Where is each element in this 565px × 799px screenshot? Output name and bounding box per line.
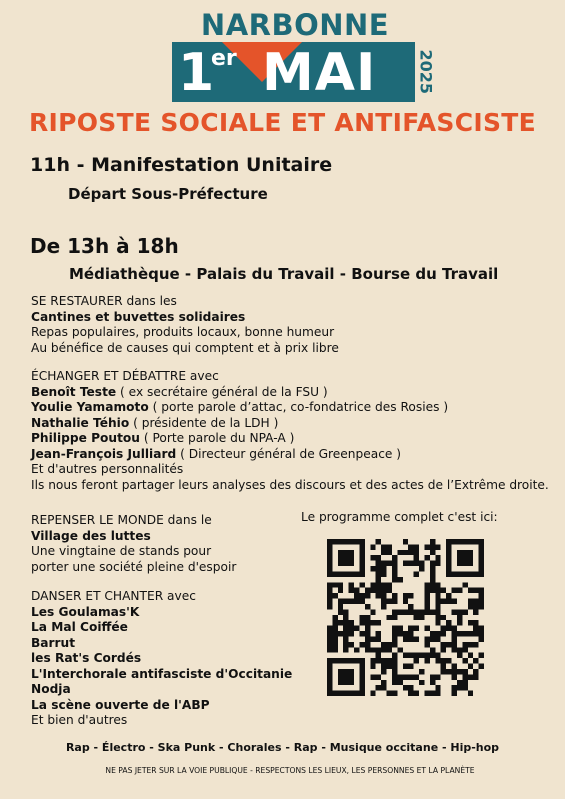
music-section [31, 589, 292, 729]
eat-intro: SE RESTAURER dans les [31, 294, 177, 308]
speaker-row [31, 385, 549, 401]
artist: les Rat's Cordés [31, 651, 142, 665]
manif-subtitle: Départ Sous-Préfecture [68, 185, 268, 203]
artist: La scène ouverte de l'ABP [31, 697, 210, 712]
artist: La Mal Coiffée [31, 620, 128, 634]
speaker-role: ( ex secrétaire général de la FSU ) [116, 384, 328, 399]
speaker-row [31, 447, 549, 463]
manif-title: 11h - Manifestation Unitaire [30, 154, 333, 176]
village-highlight: Village des luttes [31, 528, 151, 543]
speaker-name: Philippe Poutou [31, 431, 140, 445]
qr-code[interactable] [327, 539, 484, 696]
village-section [31, 513, 236, 575]
speaker-name: Benoît Teste [31, 384, 117, 399]
eat-line: Repas populaires, produits locaux, bonne humeur [31, 325, 335, 339]
speaker-row [31, 416, 549, 432]
date-number: 1 [178, 43, 215, 103]
speaker-role: ( porte parole d’attac, co-fondatrice des Rosies ) [148, 400, 449, 414]
debate-others: Et d'autres personnalités [31, 462, 184, 476]
artist: L'Interchorale antifasciste d'Occitanie [31, 666, 293, 681]
debate-conclusion: Ils nous feront partager leurs analyses des discours et des actes de l’Extrême droite. [31, 477, 549, 492]
speaker-role: ( présidente de la LDH ) [129, 415, 279, 430]
date-superscript: er [211, 46, 237, 71]
afternoon-places: Médiathèque - Palais du Travail - Bourse du Travail [69, 265, 499, 283]
genres-line: Rap - Électro - Ska Punk - Chorales - Rap - Musique occitane - Hip-hop [65, 741, 500, 754]
debate-section [31, 369, 549, 493]
village-line: Une vingtaine de stands pour [31, 544, 212, 558]
artist: Barrut [31, 635, 76, 650]
slogan: RIPOSTE SOCIALE ET ANTIFASCISTE [28, 108, 537, 137]
speaker-name: Jean-François Julliard [31, 446, 177, 461]
music-intro: DANSER ET CHANTER avec [31, 589, 196, 603]
year-label: 2025 [416, 49, 436, 95]
footer-note: NE PAS JETER SUR LA VOIE PUBLIQUE - RESPECTONS LES LIEUX, LES PERSONNES ET LA PLANÈTE [105, 766, 475, 775]
speaker-role: ( Porte parole du NPA-A ) [139, 431, 295, 445]
speaker-row [31, 431, 549, 447]
speaker-name: Youlie Yamamoto [31, 400, 149, 414]
debate-intro: ÉCHANGER ET DÉBATTRE avec [31, 369, 219, 383]
eat-section [31, 294, 339, 356]
speaker-name: Nathalie Téhio [31, 415, 130, 430]
speaker-role: ( Directeur général de Greenpeace ) [176, 446, 402, 461]
date-month: MAI [262, 43, 377, 103]
village-intro: REPENSER LE MONDE dans le [31, 513, 212, 527]
eat-line: Au bénéfice de causes qui comptent et à prix libre [31, 340, 339, 355]
city-title: NARBONNE [200, 8, 390, 42]
eat-highlight: Cantines et buvettes solidaires [31, 309, 246, 324]
village-line: porter une société pleine d'espoir [31, 559, 237, 574]
artist: Les Goulamas'K [31, 604, 140, 619]
afternoon-title: De 13h à 18h [30, 234, 179, 258]
music-others: Et bien d'autres [31, 713, 128, 727]
artist: Nodja [31, 682, 71, 696]
program-label: Le programme complet c'est ici: [301, 510, 498, 524]
speaker-row [31, 400, 549, 416]
